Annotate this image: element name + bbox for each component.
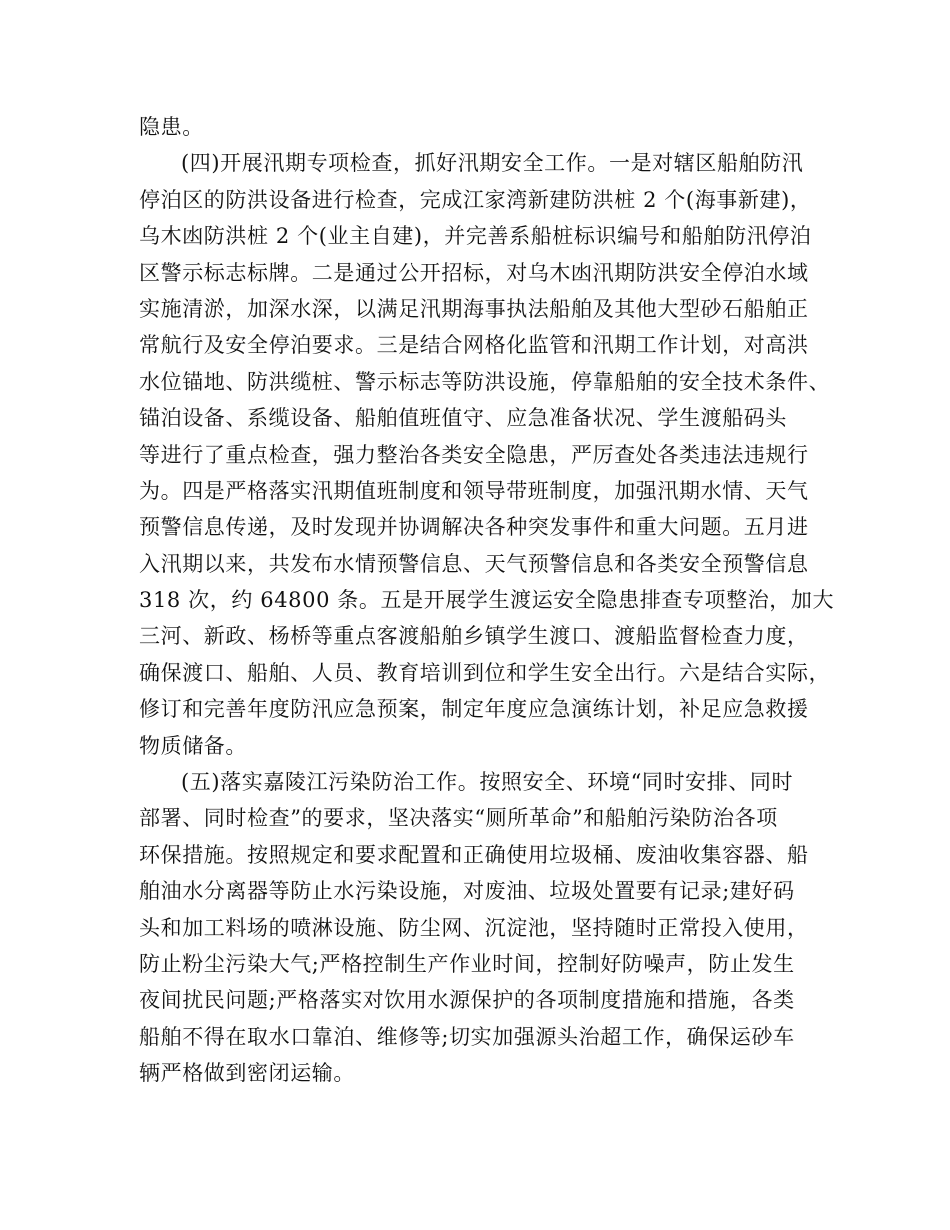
text-line: 头和加工料场的喷淋设施、防尘网、沉淀池，坚持随时正常投入使用，: [139, 915, 809, 940]
text-line: 物质储备。: [139, 733, 247, 758]
text-line: 确保渡口、船舶、人员、教育培训到位和学生安全出行。六是结合实际，: [139, 660, 831, 685]
text-line: 部署、同时检查”的要求，坚决落实“厕所革命”和船舶污染防治各项: [139, 806, 778, 831]
text-line: 隐患。: [139, 115, 204, 139]
text-line: 修订和完善年度防汛应急预案，制定年度应急演练计划，补足应急救援: [139, 697, 809, 722]
text-line: 夜间扰民问题;严格落实对饮用水源保护的各项制度措施和措施，各类: [139, 988, 795, 1013]
text-line: 舶油水分离器等防止水污染设施，对废油、垃圾处置要有记录;建好码: [139, 879, 795, 904]
text-line: 实施清淤，加深水深，以满足汛期海事执法船舶及其他大型砂石船舶正: [139, 296, 809, 321]
document-body: [139, 109, 835, 1092]
text-line: 锚泊设备、系缆设备、船舶值班值守、应急准备状况、学生渡船码头: [139, 406, 787, 431]
text-line: (四)开展汛期专项检查，抓好汛期安全工作。一是对辖区船舶防汛: [181, 151, 804, 176]
text-line: 停泊区的防洪设备进行检查，完成江家湾新建防洪桩 2 个(海事新建)，: [139, 187, 812, 212]
text-line: 预警信息传递，及时发现并协调解决各种突发事件和重大问题。五月进: [139, 515, 809, 540]
text-line: 为。四是严格落实汛期值班制度和领导带班制度，加强汛期水情、天气: [139, 478, 809, 503]
text-line: 318 次，约 64800 条。五是开展学生渡运安全隐患排查专项整治，加大: [139, 588, 835, 613]
text-line: 入汛期以来，共发布水情预警信息、天气预警信息和各类安全预警信息: [139, 551, 809, 576]
text-line: 三河、新政、杨桥等重点客渡船舶乡镇学生渡口、渡船监督检查力度，: [139, 624, 809, 649]
text-line: 防止粉尘污染大气;严格控制生产作业时间，控制好防噪声，防止发生: [139, 951, 795, 976]
text-line: 等进行了重点检查，强力整治各类安全隐患，严厉查处各类违法违规行: [139, 442, 809, 467]
text-line: 辆严格做到密闭运输。: [139, 1061, 355, 1086]
text-line: 常航行及安全停泊要求。三是结合网格化监管和汛期工作计划，对高洪: [139, 333, 809, 358]
text-line: 环保措施。按照规定和要求配置和正确使用垃圾桶、废油收集容器、船: [139, 842, 809, 867]
text-line: (五)落实嘉陵江污染防治工作。按照安全、环境“同时安排、同时: [181, 770, 794, 795]
text-line: 水位锚地、防洪缆桩、警示标志等防洪设施，停靠船舶的安全技术条件、: [139, 369, 831, 394]
text-line: 区警示标志标牌。二是通过公开招标，对乌木凼汛期防洪安全停泊水域: [139, 260, 809, 285]
text-line: 乌木凼防洪桩 2 个(业主自建)，并完善系船桩标识编号和船舶防汛停泊: [139, 224, 812, 249]
text-line: 船舶不得在取水口靠泊、维修等;切实加强源头治超工作，确保运砂车: [139, 1024, 795, 1049]
